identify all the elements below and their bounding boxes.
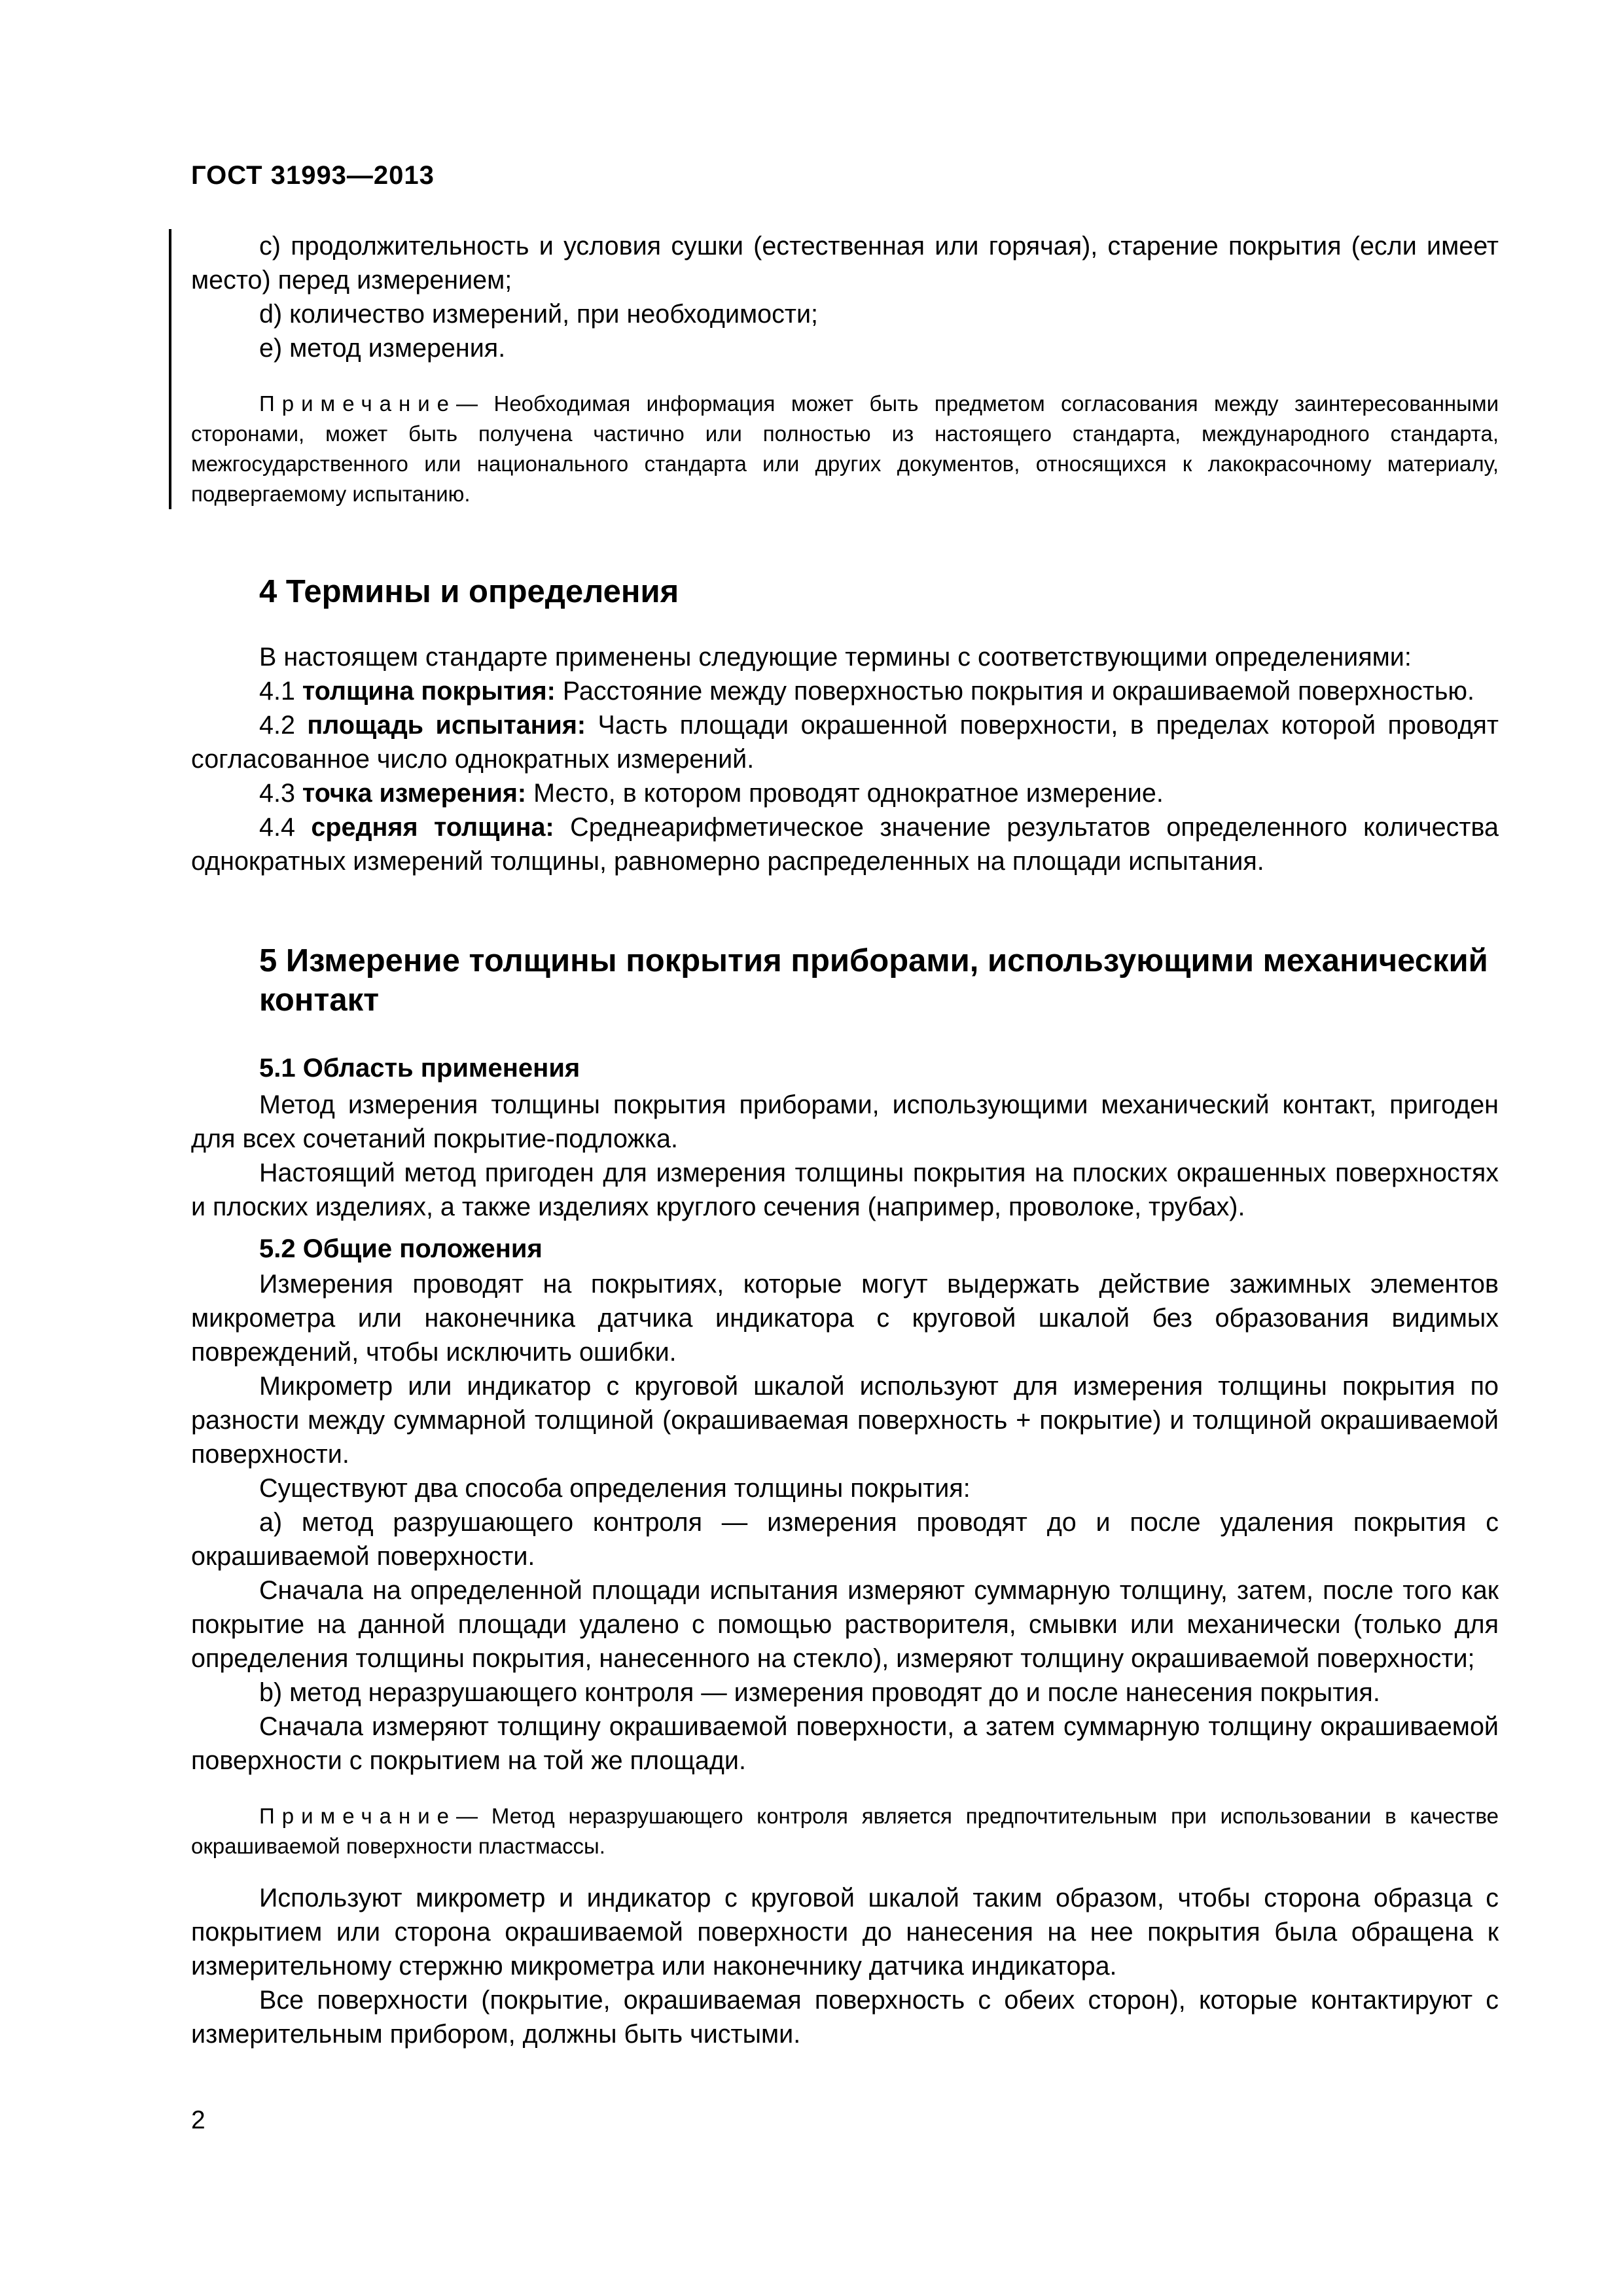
term-definition: 4.4 средняя толщина: Среднеарифметическое значение результатов определенного количества однократных измерений толщины, равномерно распределенных на площади испытания. (191, 813, 1499, 876)
paragraph: Метод измерения толщины покрытия приборами, использующими механический контакт, пригоден для всех сочетаний покрытие-подложка. (191, 1090, 1499, 1153)
term-definition: 4.3 точка измерения: Место, в котором проводят однократное измерение. (259, 779, 1164, 808)
list-item: b) метод неразрушающего контроля — измерения проводят до и после нанесения покрытия. (259, 1678, 1380, 1707)
paragraph: Измерения проводят на покрытиях, которые могут выдержать действие зажимных элементов микрометра или наконечника датчика индикатора с круговой шкалой без образования видимых повреждений, чтобы исключить ошибки. (191, 1270, 1499, 1367)
paragraph: Настоящий метод пригоден для измерения толщины покрытия на плоских окрашенных поверхностях и плоских изделиях, а также изделиях круглого сечения (например, проволоке, трубах). (191, 1158, 1499, 1221)
term-definition: 4.1 толщина покрытия: Расстояние между поверхностью покрытия и окрашиваемой поверхностью. (259, 677, 1475, 706)
section-heading: 5 Измерение толщины покрытия приборами, использующими механический контакт (259, 943, 1488, 1018)
term-name: точка измерения: (302, 779, 527, 808)
term-name: средняя толщина: (311, 813, 554, 842)
note-label: Примечание (259, 1804, 457, 1828)
page-number: 2 (191, 2106, 205, 2134)
revision-bar (169, 229, 171, 509)
term-name: площадь испытания: (307, 711, 586, 740)
paragraph: Используют микрометр и индикатор с круговой шкалой таким образом, чтобы сторона образца с покрытием или сторона окрашиваемой поверхности до нанесения на нее покрытия была обращена к измерительному стержню микрометра или наконечнику датчика индикатора. (191, 1884, 1499, 1981)
subsection-heading: 5.1 Область применения (259, 1054, 580, 1083)
note (191, 389, 1499, 509)
term-name: толщина покрытия: (302, 677, 556, 706)
paragraph: В настоящем стандарте применены следующие термины с соответствующими определениями: (259, 643, 1412, 672)
paragraph: Все поверхности (покрытие, окрашиваемая поверхность с обеих сторон), которые контактируют с измерительным прибором, должны быть чистыми. (191, 1986, 1499, 2049)
paragraph: Сначала измеряют толщину окрашиваемой поверхности, а затем суммарную толщину окрашиваемой поверхности с покрытием на той же площади. (191, 1712, 1499, 1775)
section-heading: 4 Термины и определения (259, 574, 679, 609)
note-text: — Необходимая информация может быть предметом согласования между заинтересованными сторонами, может быть получена частично или полностью из настоящего стандарта, международного стандарта, межгосударственного или национального стандарта или других документов, относящихся к лакокрасочному материалу, подвергаемому испытанию. (191, 391, 1499, 506)
paragraph: Существуют два способа определения толщины покрытия: (259, 1474, 971, 1503)
list-item: c) продолжительность и условия сушки (естественная или горячая), старение покрытия (если имеет место) перед измерением; (191, 232, 1499, 295)
note-text: — Метод неразрушающего контроля является предпочтительным при использовании в качестве окрашиваемой поверхности пластмассы. (191, 1804, 1499, 1858)
document-header: ГОСТ 31993—2013 (191, 161, 435, 190)
paragraph: Микрометр или индикатор с круговой шкалой используют для измерения толщины покрытия по разности между суммарной толщиной (окрашиваемая поверхность + покрытие) и толщиной окрашиваемой поверхности. (191, 1372, 1499, 1469)
list-item: d) количество измерений, при необходимости; (259, 300, 819, 329)
subsection-heading: 5.2 Общие положения (259, 1234, 543, 1263)
note-label: Примечание (259, 391, 457, 416)
list-item: a) метод разрушающего контроля — измерения проводят до и после удаления покрытия с окрашиваемой поверхности. (191, 1508, 1499, 1571)
page-body (191, 229, 1499, 2051)
term-definition: 4.2 площадь испытания: Часть площади окрашенной поверхности, в пределах которой проводят согласованное число однократных измерений. (191, 711, 1499, 774)
note (191, 1801, 1499, 1861)
paragraph: Сначала на определенной площади испытания измеряют суммарную толщину, затем, после того как покрытие на данной площади удалено с помощью растворителя, смывки или механически (только для определения толщины покрытия, нанесенного на стекло), измеряют толщину окрашиваемой поверхности; (191, 1576, 1499, 1673)
list-item: e) метод измерения. (259, 334, 506, 363)
